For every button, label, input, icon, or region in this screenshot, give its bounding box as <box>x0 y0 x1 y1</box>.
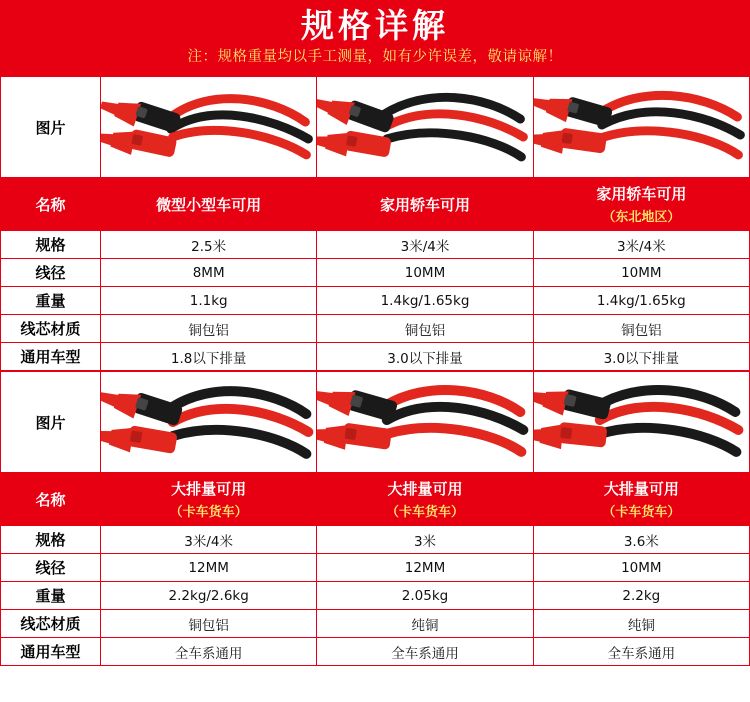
product-wire-diameter-2-3: 10MM <box>533 554 749 582</box>
product-vehicle-type-2-2: 全车系通用 <box>317 638 533 666</box>
table-row-image-1 <box>1 77 750 178</box>
product-wire-diameter-2-1: 12MM <box>101 554 317 582</box>
row-label-vehicle-type: 通用车型 <box>1 343 101 371</box>
table-row-name-1 <box>1 178 750 231</box>
spec-table-block-1 <box>0 76 750 371</box>
product-name-main: 大排量可用 <box>171 480 247 498</box>
product-name-sub: （东北地区） <box>602 210 681 225</box>
product-name-main: 大排量可用 <box>387 480 463 498</box>
product-spec-1-2: 3米/4米 <box>317 231 533 259</box>
product-name-sub: （卡车货车） <box>602 505 681 520</box>
product-name-1-1 <box>101 178 317 231</box>
product-vehicle-type-1-1: 1.8以下排量 <box>101 343 317 371</box>
product-name-main: 大排量可用 <box>603 480 679 498</box>
product-vehicle-type-1-2: 3.0以下排量 <box>317 343 533 371</box>
product-weight-1-3: 1.4kg/1.65kg <box>533 287 749 315</box>
product-spec-2-1: 3米/4米 <box>101 526 317 554</box>
product-spec-1-1: 2.5米 <box>101 231 317 259</box>
product-core-material-1-1: 铜包铝 <box>101 315 317 343</box>
product-core-material-1-3: 铜包铝 <box>533 315 749 343</box>
product-name-2-1 <box>101 473 317 526</box>
product-wire-diameter-1-3: 10MM <box>533 259 749 287</box>
product-core-material-1-2: 铜包铝 <box>317 315 533 343</box>
table-row-spec-1 <box>1 231 750 259</box>
product-weight-1-2: 1.4kg/1.65kg <box>317 287 533 315</box>
table-row-wire-diameter-1 <box>1 259 750 287</box>
row-label-weight: 重量 <box>1 582 101 610</box>
product-spec-2-2: 3米 <box>317 526 533 554</box>
row-label-spec: 规格 <box>1 231 101 259</box>
product-name-main: 家用轿车可用 <box>379 195 470 214</box>
product-wire-diameter-1-1: 8MM <box>101 259 317 287</box>
row-label-name: 名称 <box>1 178 101 231</box>
header-note: 注：规格重量均以手工测量，如有少许误差，敬请谅解！ <box>187 49 563 65</box>
row-label-core-material: 线芯材质 <box>1 610 101 638</box>
spec-table-block-2 <box>0 371 750 666</box>
row-label-image: 图片 <box>1 77 101 178</box>
row-label-image: 图片 <box>1 372 101 473</box>
product-weight-2-3: 2.2kg <box>533 582 749 610</box>
product-weight-2-2: 2.05kg <box>317 582 533 610</box>
product-name-1-3 <box>533 178 749 231</box>
product-name-2-3 <box>533 473 749 526</box>
product-vehicle-type-2-3: 全车系通用 <box>533 638 749 666</box>
header-banner <box>0 0 750 76</box>
product-name-2-2 <box>317 473 533 526</box>
jumper-cable-icon <box>534 77 749 177</box>
product-wire-diameter-1-2: 10MM <box>317 259 533 287</box>
product-image-cell-1-1 <box>101 77 317 178</box>
table-row-core-material-1 <box>1 315 750 343</box>
product-image-cell-2-1 <box>101 372 317 473</box>
table-row-wire-diameter-2 <box>1 554 750 582</box>
product-name-1-2 <box>317 178 533 231</box>
product-weight-1-1: 1.1kg <box>101 287 317 315</box>
table-row-image-2 <box>1 372 750 473</box>
product-weight-2-1: 2.2kg/2.6kg <box>101 582 317 610</box>
table-row-name-2 <box>1 473 750 526</box>
product-vehicle-type-1-3: 3.0以下排量 <box>533 343 749 371</box>
jumper-cable-icon <box>101 372 316 472</box>
product-image-cell-1-3 <box>533 77 749 178</box>
table-row-spec-2 <box>1 526 750 554</box>
product-spec-2-3: 3.6米 <box>533 526 749 554</box>
jumper-cable-icon <box>317 372 532 472</box>
row-label-name: 名称 <box>1 473 101 526</box>
product-image-cell-2-3 <box>533 372 749 473</box>
product-wire-diameter-2-2: 12MM <box>317 554 533 582</box>
product-name-sub: （卡车货车） <box>169 505 248 520</box>
product-image-cell-2-2 <box>317 372 533 473</box>
jumper-cable-icon <box>317 77 532 177</box>
product-core-material-2-1: 铜包铝 <box>101 610 317 638</box>
product-name-main: 家用轿车可用 <box>596 185 687 203</box>
jumper-cable-icon <box>534 372 749 472</box>
row-label-wire-diameter: 线径 <box>1 259 101 287</box>
jumper-cable-icon <box>101 77 316 177</box>
product-core-material-2-2: 纯铜 <box>317 610 533 638</box>
product-spec-1-3: 3米/4米 <box>533 231 749 259</box>
table-row-vehicle-type-1 <box>1 343 750 371</box>
table-row-core-material-2 <box>1 610 750 638</box>
product-name-main: 微型小型车可用 <box>156 195 262 214</box>
product-name-sub: （卡车货车） <box>385 505 464 520</box>
table-row-weight-1 <box>1 287 750 315</box>
page-title: 规格详解 <box>301 6 449 45</box>
row-label-weight: 重量 <box>1 287 101 315</box>
row-label-vehicle-type: 通用车型 <box>1 638 101 666</box>
table-row-weight-2 <box>1 582 750 610</box>
table-row-vehicle-type-2 <box>1 638 750 666</box>
row-label-spec: 规格 <box>1 526 101 554</box>
row-label-wire-diameter: 线径 <box>1 554 101 582</box>
product-image-cell-1-2 <box>317 77 533 178</box>
row-label-core-material: 线芯材质 <box>1 315 101 343</box>
product-vehicle-type-2-1: 全车系通用 <box>101 638 317 666</box>
product-core-material-2-3: 纯铜 <box>533 610 749 638</box>
